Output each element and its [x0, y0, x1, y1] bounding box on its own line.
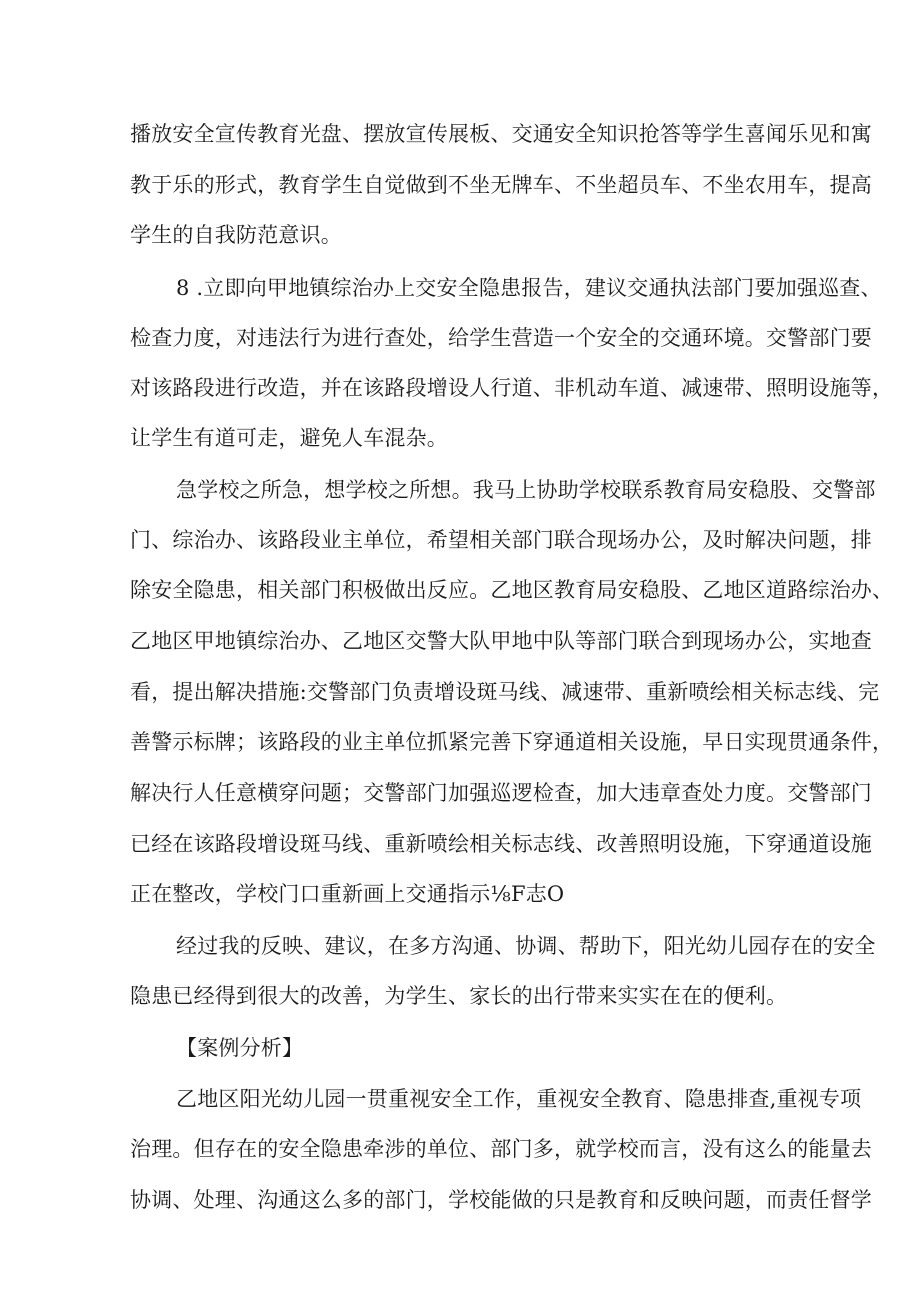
text-line: 治理。但存在的安全隐患牵涉的单位、部门多，就学校而言，没有这么的能量去	[130, 1137, 872, 1161]
text-line: 乙地区甲地镇综治办、乙地区交警大队甲地中队等部门联合到现场办公，实地查	[130, 629, 872, 653]
text-line: 除安全隐患，相关部门积极做出反应。乙地区教育局安稳股、乙地区道路综治办、	[130, 578, 894, 602]
text-line: 播放安全宣传教育光盘、摆放宣传展板、交通安全知识抢答等学生喜闻乐见和寓	[130, 122, 872, 146]
text-line: 对该路段进行改造，并在该路段增设人行道、非机动车道、减速带、照明设施等，	[130, 376, 894, 400]
text-line: 让学生有道可走，避免人车混杂。	[130, 426, 448, 450]
text-line: 急学校之所急，想学校之所想。我马上协助学校联系教育局安稳股、交警部	[176, 478, 876, 502]
text-line: 协调、处理、沟通这么多的部门，学校能做的只是教育和反映问题，而责任督学	[130, 1188, 872, 1212]
section-heading: 【案例分析】	[176, 1036, 304, 1060]
text-line: 解决行人任意横穿问题；交警部门加强巡逻检查，加大违章查处力度。交警部门	[130, 781, 872, 805]
text-line: 已经在该路段增设斑马线、重新喷绘相关标志线、改善照明设施，下穿通道设施	[130, 832, 872, 856]
text-line: 学生的自我防范意识。	[130, 223, 342, 247]
text-line: 乙地区阳光幼儿园一贯重视安全工作，重视安全教育、隐患排查,重视专项	[176, 1087, 862, 1111]
text-line: 善警示标牌；该路段的业主单位抓紧完善下穿通道相关设施，早日实现贯通条件，	[130, 730, 894, 754]
text-line: 正在整改，学校门口重新画上交通指示⅛F志O	[130, 882, 565, 906]
text-line: 检查力度，对违法行为进行查处，给学生营造一个安全的交通环境。交警部门要	[130, 326, 872, 350]
text-line: 经过我的反映、建议，在多方沟通、协调、帮助下，阳光幼儿园存在的安全	[176, 934, 876, 958]
text-line: 教于乐的形式，教育学生自觉做到不坐无牌车、不坐超员车、不坐农用车，提高	[130, 173, 872, 197]
text-line: 隐患已经得到很大的改善，为学生、家长的出行带来实实在在的便利。	[130, 984, 788, 1008]
text-line: 看，提出解决措施:交警部门负责增设斑马线、减速带、重新喷绘相关标志线、完	[130, 680, 880, 704]
text-line: 8 .立即向甲地镇综治办上交安全隐患报告，建议交通执法部门要加强巡查、	[176, 276, 882, 300]
text-line: 门、综治办、该路段业主单位，希望相关部门联合现场办公，及时解决问题，排	[130, 528, 872, 552]
